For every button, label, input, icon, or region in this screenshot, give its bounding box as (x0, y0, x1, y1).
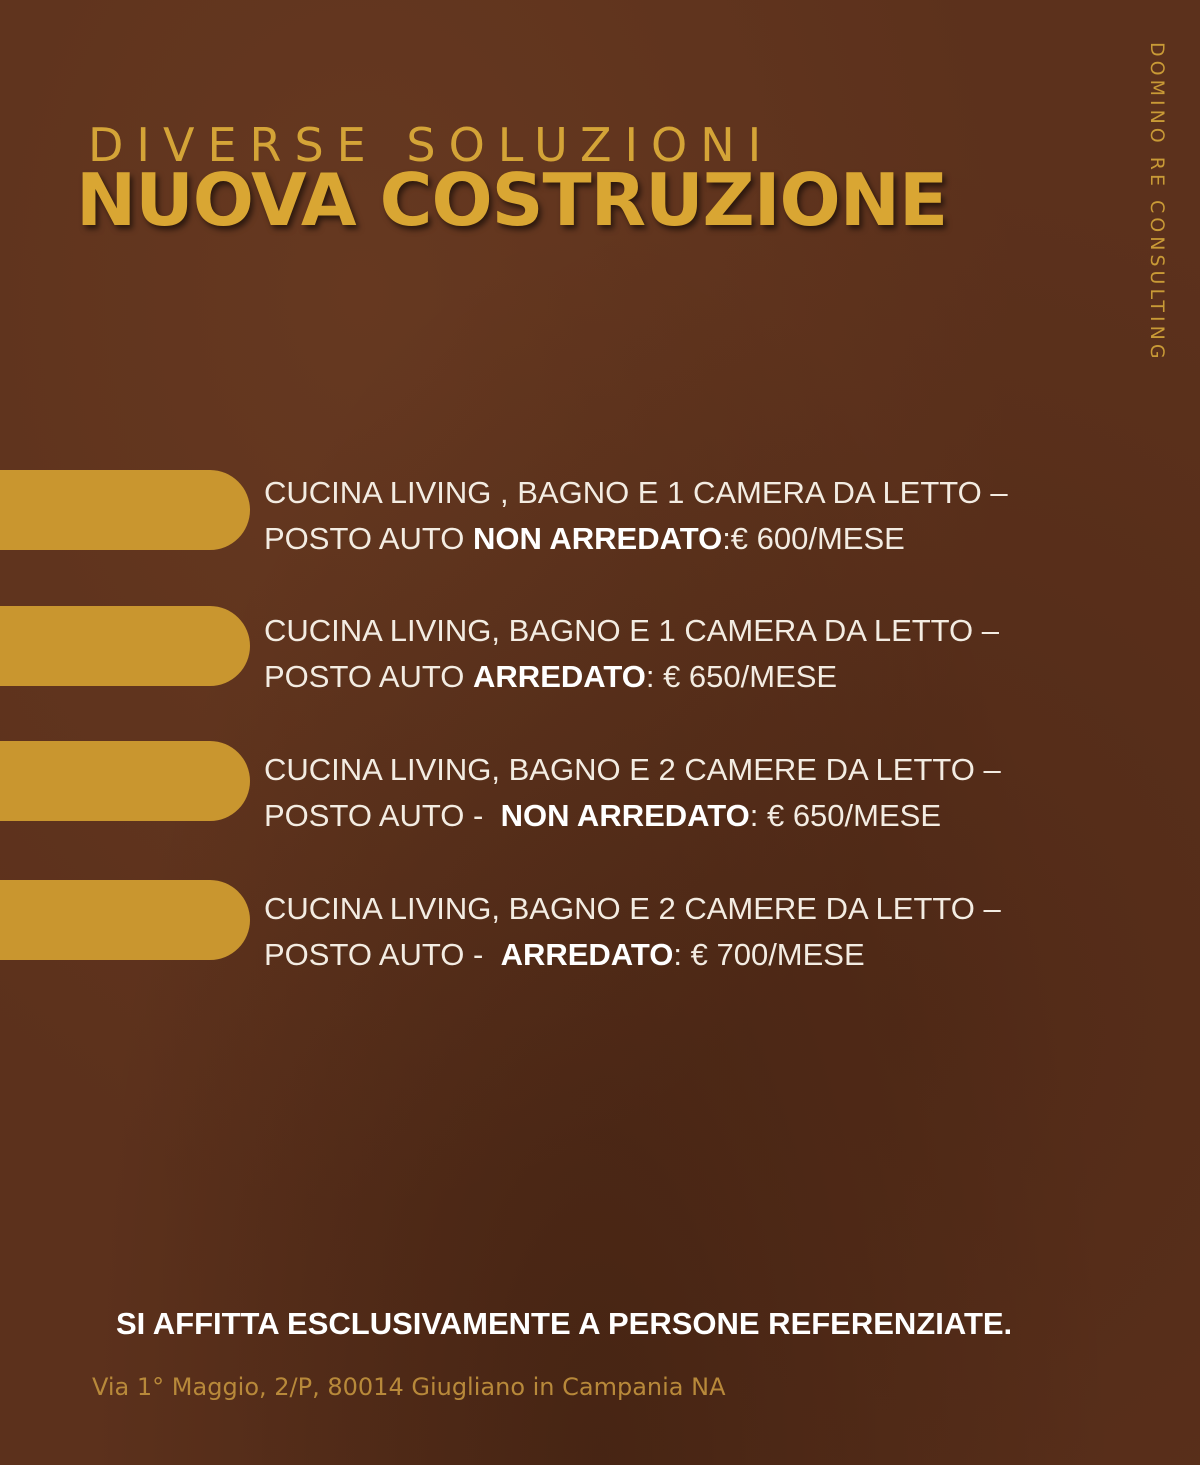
option-4-line1: CUCINA LIVING, BAGNO E 2 CAMERE DA LETTO – (264, 891, 1001, 926)
option-1-line1: CUCINA LIVING , BAGNO E 1 CAMERA DA LETTO – (264, 475, 1008, 510)
address: Via 1° Maggio, 2/P, 80014 Giugliano in Campania NA (92, 1373, 726, 1401)
headline-title: NUOVA COSTRUZIONE (76, 158, 948, 242)
option-3-line2 (264, 793, 1164, 839)
option-2-line2 (264, 654, 1164, 700)
option-2 (0, 608, 1200, 708)
option-1 (0, 470, 1200, 570)
option-1-text (264, 470, 1164, 562)
option-4-price: : € 700/MESE (673, 937, 865, 972)
option-2-furnishing: ARREDATO (473, 659, 646, 694)
option-1-furnishing: NON ARREDATO (473, 521, 723, 556)
option-2-line2-prefix: POSTO AUTO (264, 659, 474, 694)
option-3-furnishing: NON ARREDATO (500, 798, 750, 833)
brand-vertical-text: DOMINO RE CONSULTING (1146, 42, 1168, 363)
option-1-line2 (264, 516, 1164, 562)
option-4-pill (0, 880, 250, 960)
option-1-line2-prefix: POSTO AUTO (264, 521, 474, 556)
option-2-text (264, 608, 1164, 700)
option-3-price: : € 650/MESE (749, 798, 942, 833)
option-3-text (264, 747, 1164, 839)
option-3-line2-prefix: POSTO AUTO - (264, 798, 501, 833)
option-3 (0, 747, 1200, 847)
option-1-pill (0, 470, 250, 550)
option-3-line1: CUCINA LIVING, BAGNO E 2 CAMERE DA LETTO – (264, 752, 1001, 787)
option-4-line2-prefix: POSTO AUTO - (264, 937, 501, 972)
rental-notice: SI AFFITTA ESCLUSIVAMENTE A PERSONE REFERENZIATE. (116, 1306, 1013, 1341)
option-3-pill (0, 741, 250, 821)
option-1-price: :€ 600/MESE (722, 521, 905, 556)
option-4-furnishing: ARREDATO (500, 937, 674, 972)
option-2-pill (0, 606, 250, 686)
option-2-line1: CUCINA LIVING, BAGNO E 1 CAMERA DA LETTO – (264, 613, 1000, 648)
option-4-line2 (264, 932, 1164, 978)
option-2-price: : € 650/MESE (645, 659, 838, 694)
headline-subtitle: DIVERSE SOLUZIONI (88, 118, 775, 172)
option-4 (0, 886, 1200, 986)
option-4-text (264, 886, 1164, 978)
